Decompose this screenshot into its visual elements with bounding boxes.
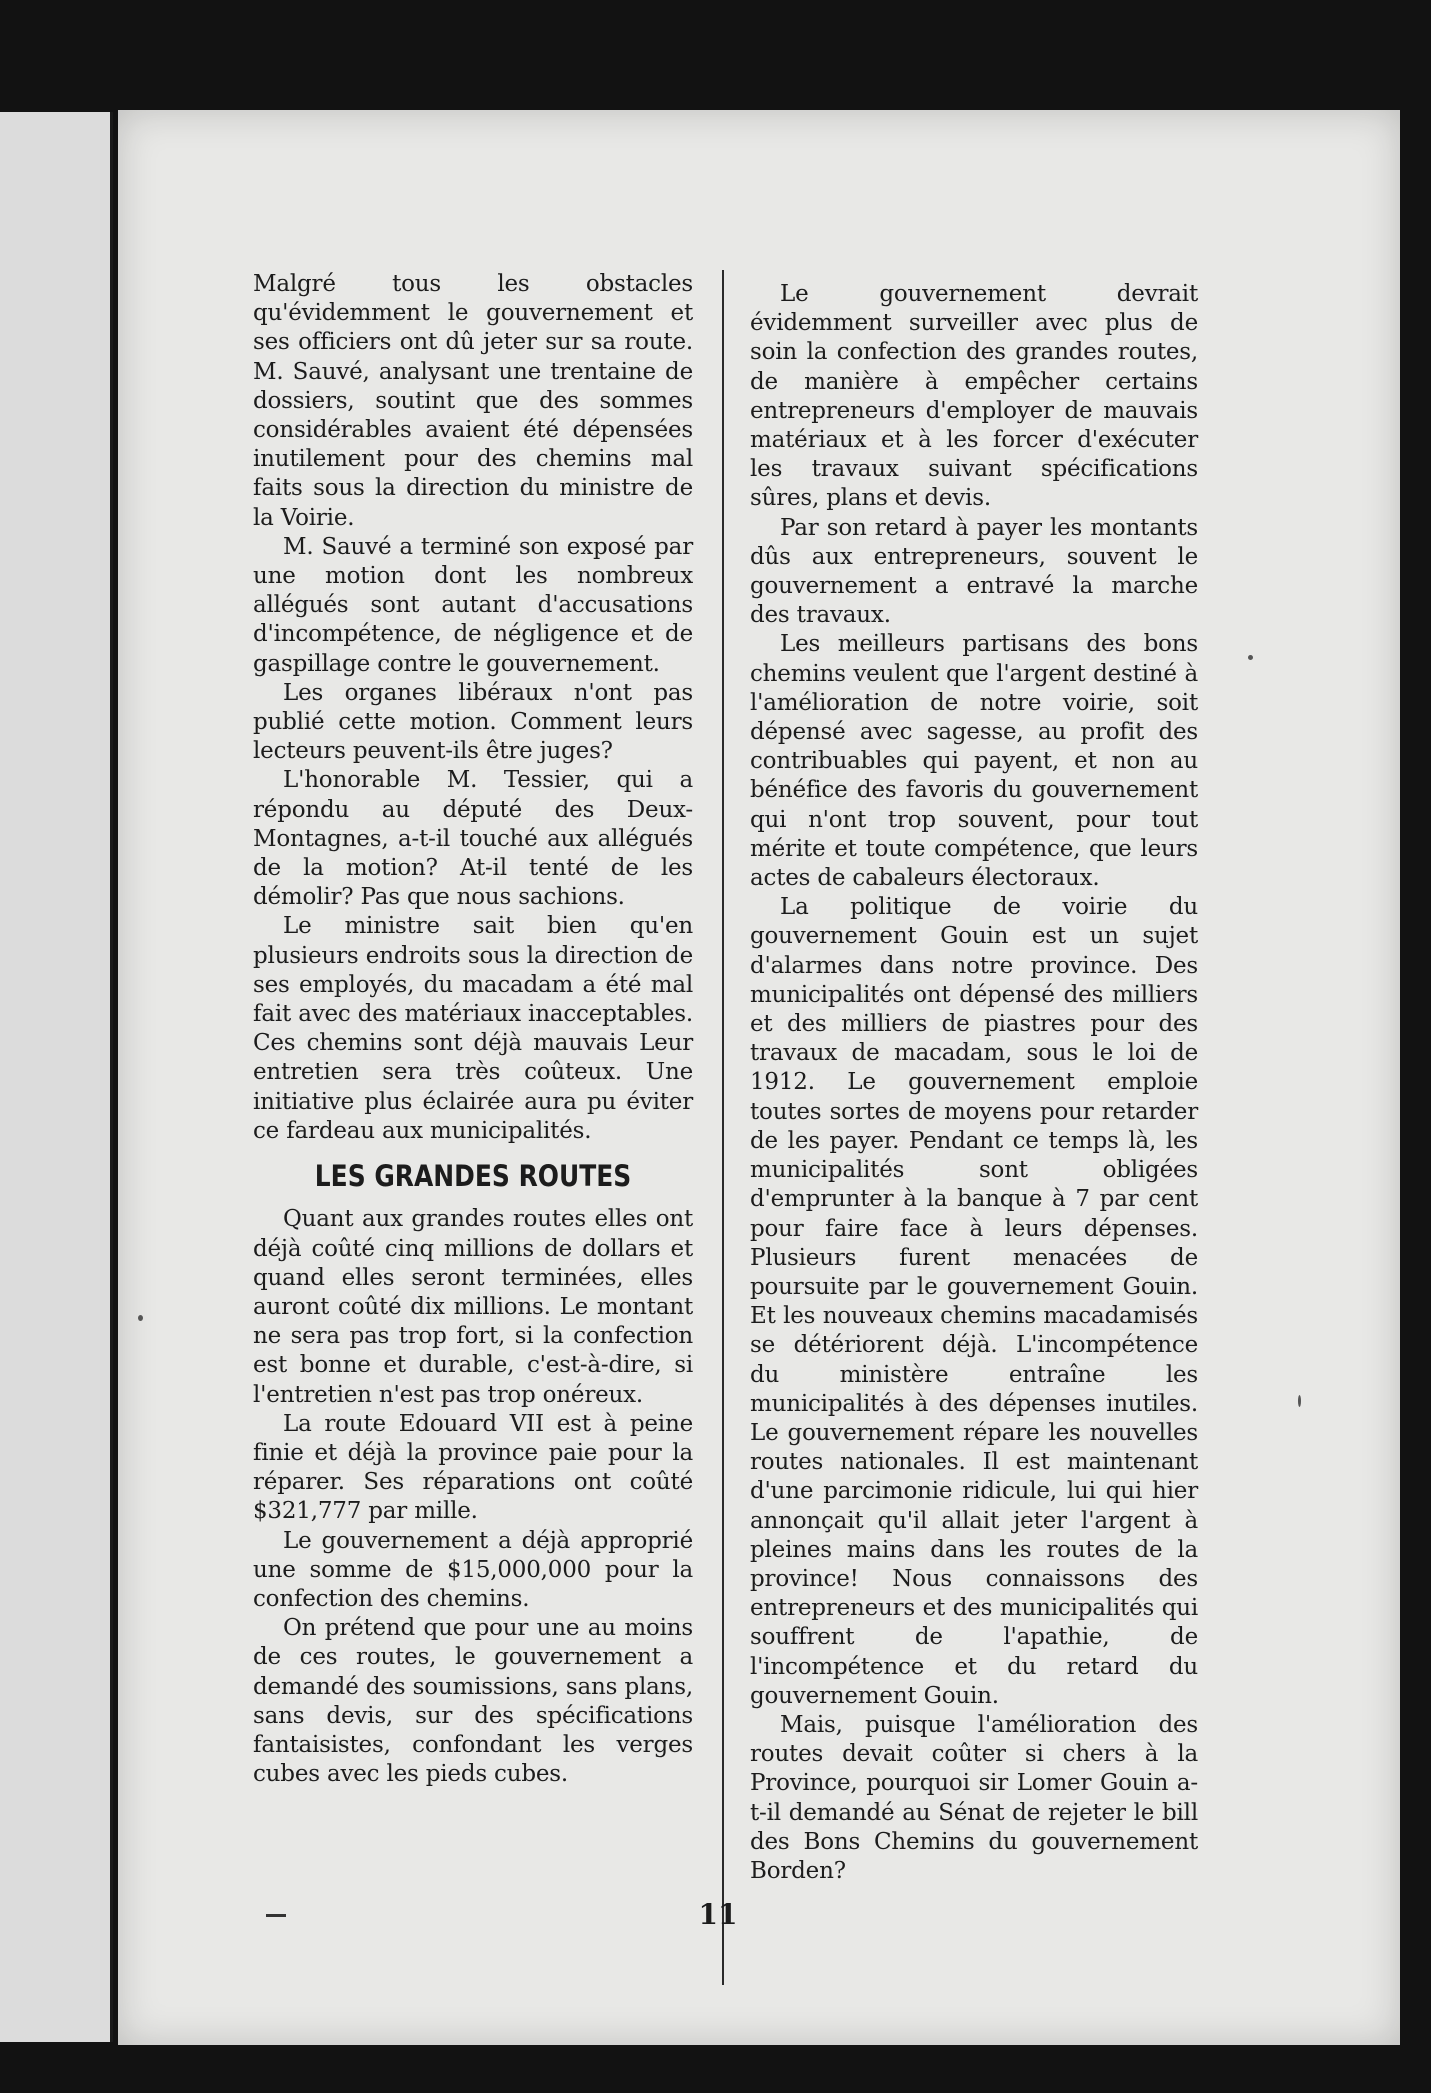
paragraph: Le gouvernement devrait évidemment surveiller avec plus de soin la confection des grandes routes, de manière à empêcher certains entrepreneurs d'employer de mauvais matériaux et à les forcer d'exécuter les travaux suivant spécifications sûres, plans et devis.: [750, 281, 1198, 512]
document-page: [118, 110, 1400, 2045]
paragraph: L'honorable M. Tessier, qui a répondu au député des Deux-Montagnes, a-t-il touché aux allégués de la motion? At-il tenté de les démolir? Pas que nous sachions.: [253, 767, 693, 911]
paragraph: La route Edouard VII est à peine finie et déjà la province paie pour la réparer. Ses réparations ont coûté $321,777 par mille.: [253, 1410, 693, 1525]
column-divider: [722, 270, 724, 1985]
left-column: [253, 270, 693, 1789]
paragraph: Mais, puisque l'amélioration des routes devait coûter si chers à la Province, pourquoi sir Lomer Gouin a-t-il demandé au Sénat de rejeter le bill des Bons Chemins du gouvernement Borden?: [750, 1711, 1198, 1884]
paragraph: Le ministre sait bien qu'en plusieurs endroits sous la direction de ses employés, du macadam a été mal fait avec des matériaux inacceptables. Ces chemins sont déjà mauvais Leur entretien sera très coûteux. Une initiative plus éclairée aura pu éviter ce fardeau aux municipalités.: [253, 913, 693, 1144]
paragraph: Malgré tous les obstacles qu'évidemment le gouvernement et ses officiers ont dû jeter sur sa route. M. Sauvé, analysant une trentaine de dossiers, soutint que des sommes considérables avaient été dépensées inutilement pour des chemins mal faits sous la direction du ministre de la Voirie.: [253, 271, 693, 531]
paragraph: Quant aux grandes routes elles ont déjà coûté cinq millions de dollars et quand elles seront terminées, elles auront coûté dix millions. Le montant ne sera pas trop fort, si la confection est bonne et durable, c'est-à-dire, si l'entretien n'est pas trop onéreux.: [253, 1206, 693, 1408]
paragraph: M. Sauvé a terminé son exposé par une motion dont les nombreux allégués sont autant d'accusations d'incompétence, de négligence et de gaspillage contre le gouvernement.: [253, 533, 693, 677]
footer-dash: [266, 1914, 286, 1917]
scan-speck: [1248, 655, 1253, 660]
paragraph: On prétend que pour une au moins de ces routes, le gouvernement a demandé des soumissions, sans plans, sans devis, sur des spécifications fantaisistes, confondant les verges cubes avec les pieds cubes.: [253, 1615, 693, 1788]
paragraph: Les organes libéraux n'ont pas publié cette motion. Comment leurs lecteurs peuvent-ils être juges?: [253, 679, 693, 765]
scan-speck: [1298, 1395, 1301, 1407]
page-number: 11: [698, 1898, 738, 1931]
section-heading: LES GRANDES ROUTES: [314, 1159, 632, 1194]
paragraph: La politique de voirie du gouvernement Gouin est un sujet d'alarmes dans notre province. Des municipalités ont dépensé des milliers et des milliers de piastres pour des travaux de macadam, sous le loi de 1912. Le gouvernement emploie toutes sortes de moyens pour retarder de les payer. Pendant ce temps là, les municipalités sont obligées d'emprunter à la banque à 7 par cent pour faire face à leurs dépenses. Plusieurs furent menacées de poursuite par le gouvernement Gouin. Et les nouveaux chemins macadamisés se détériorent déjà. L'incompétence du ministère entraîne les municipalités à des dépenses inutiles. Le gouvernement répare les nouvelles routes nationales. Il est maintenant d'une parcimonie ridicule, lui qui hier annonçait qu'il allait jeter l'argent à pleines mains dans les routes de la province! Nous connaissons des entrepreneurs et des municipalités qui souffrent de l'apathie, de l'incompétence et du retard du gouvernement Gouin.: [750, 894, 1198, 1709]
paragraph: Le gouvernement a déjà approprié une somme de $15,000,000 pour la confection des chemins.: [253, 1527, 693, 1612]
scan-speck: [138, 1315, 143, 1321]
paragraph: Les meilleurs partisans des bons chemins veulent que l'argent destiné à l'amélioration de notre voirie, soit dépensé avec sagesse, au profit des contribuables qui payent, et non au bénéfice des favoris du gouvernement qui n'ont trop souvent, pour tout mérite et toute compétence, que leurs actes de cabaleurs électoraux.: [750, 631, 1198, 892]
right-column: [750, 280, 1198, 1886]
paragraph: Par son retard à payer les montants dûs aux entrepreneurs, souvent le gouvernement a entravé la marche des travaux.: [750, 514, 1198, 629]
previous-page-edge: [0, 112, 113, 2042]
